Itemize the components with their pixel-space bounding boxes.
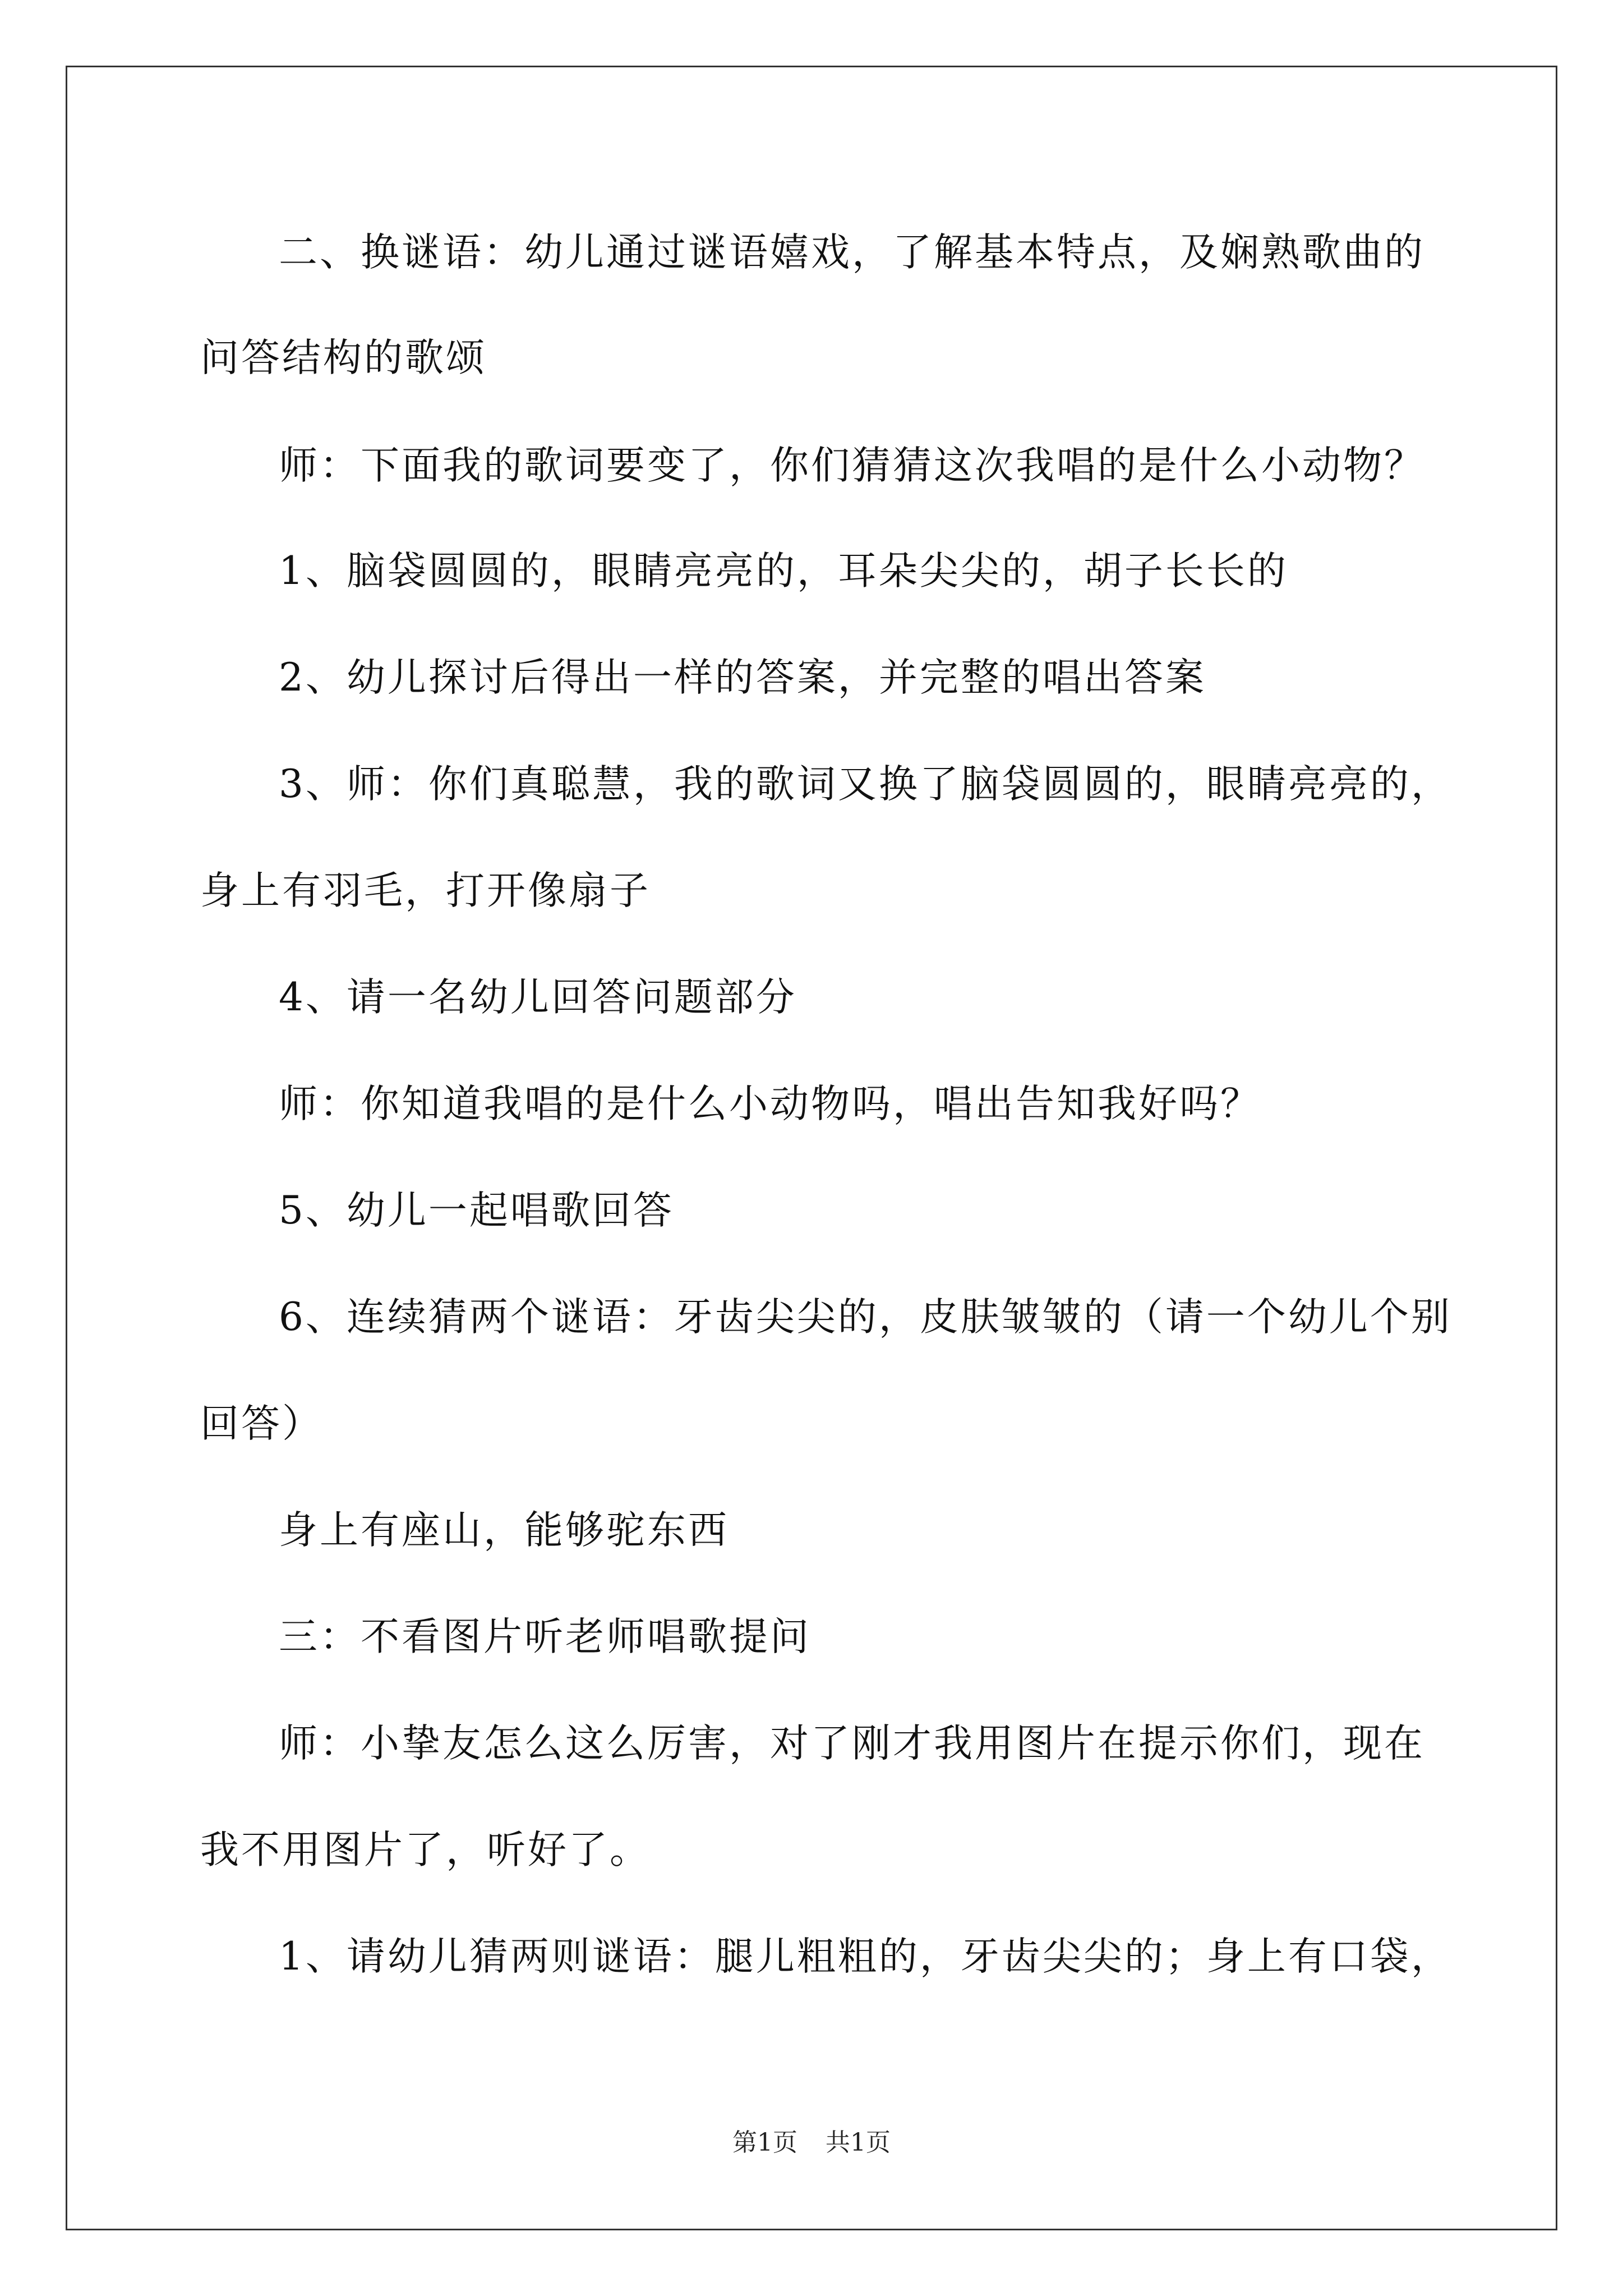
paragraph-line: 师：下面我的歌词要变了，你们猜猜这次我唱的是什么小动物？	[279, 443, 1425, 488]
page-number-current: 第1页	[732, 2128, 797, 2157]
paragraph-line: 二、换谜语：幼儿通过谜语嬉戏，了解基本特点，及娴熟歌曲的	[279, 230, 1425, 275]
paragraph-line: 3、师：你们真聪慧，我的歌词又换了脑袋圆圆的，眼睛亮亮的，	[279, 762, 1452, 807]
page-frame	[66, 66, 1557, 2230]
paragraph-line: 师：你知道我唱的是什么小动物吗，唱出告知我好吗？	[279, 1082, 1261, 1126]
paragraph-line: 三：不看图片听老师唱歌提问	[279, 1614, 811, 1659]
paragraph-line: 5、幼儿一起唱歌回答	[279, 1188, 674, 1233]
page-footer	[0, 2126, 1623, 2160]
paragraph-line: 1、脑袋圆圆的，眼睛亮亮的，耳朵尖尖的，胡子长长的	[279, 549, 1288, 593]
paragraph-line: 我不用图片了，听好了。	[200, 1828, 651, 1872]
paragraph-line: 问答结构的歌颂	[200, 335, 487, 380]
paragraph-line: 6、连续猜两个谜语：牙齿尖尖的，皮肤皱皱的（请一个幼儿个别	[279, 1295, 1452, 1340]
paragraph-line: 身上有座山，能够驼东西	[279, 1508, 729, 1553]
paragraph-line: 2、幼儿探讨后得出一样的答案，并完整的唱出答案	[279, 655, 1206, 700]
page-number-total: 共1页	[826, 2128, 891, 2157]
paragraph-line: 4、请一名幼儿回答问题部分	[279, 975, 797, 1020]
paragraph-line: 1、请幼儿猜两则谜语：腿儿粗粗的，牙齿尖尖的；身上有口袋，	[279, 1934, 1452, 1979]
paragraph-line: 师：小挚友怎么这么厉害，对了刚才我用图片在提示你们，现在	[279, 1721, 1425, 1766]
paragraph-line: 回答）	[200, 1401, 323, 1446]
paragraph-line: 身上有羽毛，打开像扇子	[200, 868, 651, 913]
